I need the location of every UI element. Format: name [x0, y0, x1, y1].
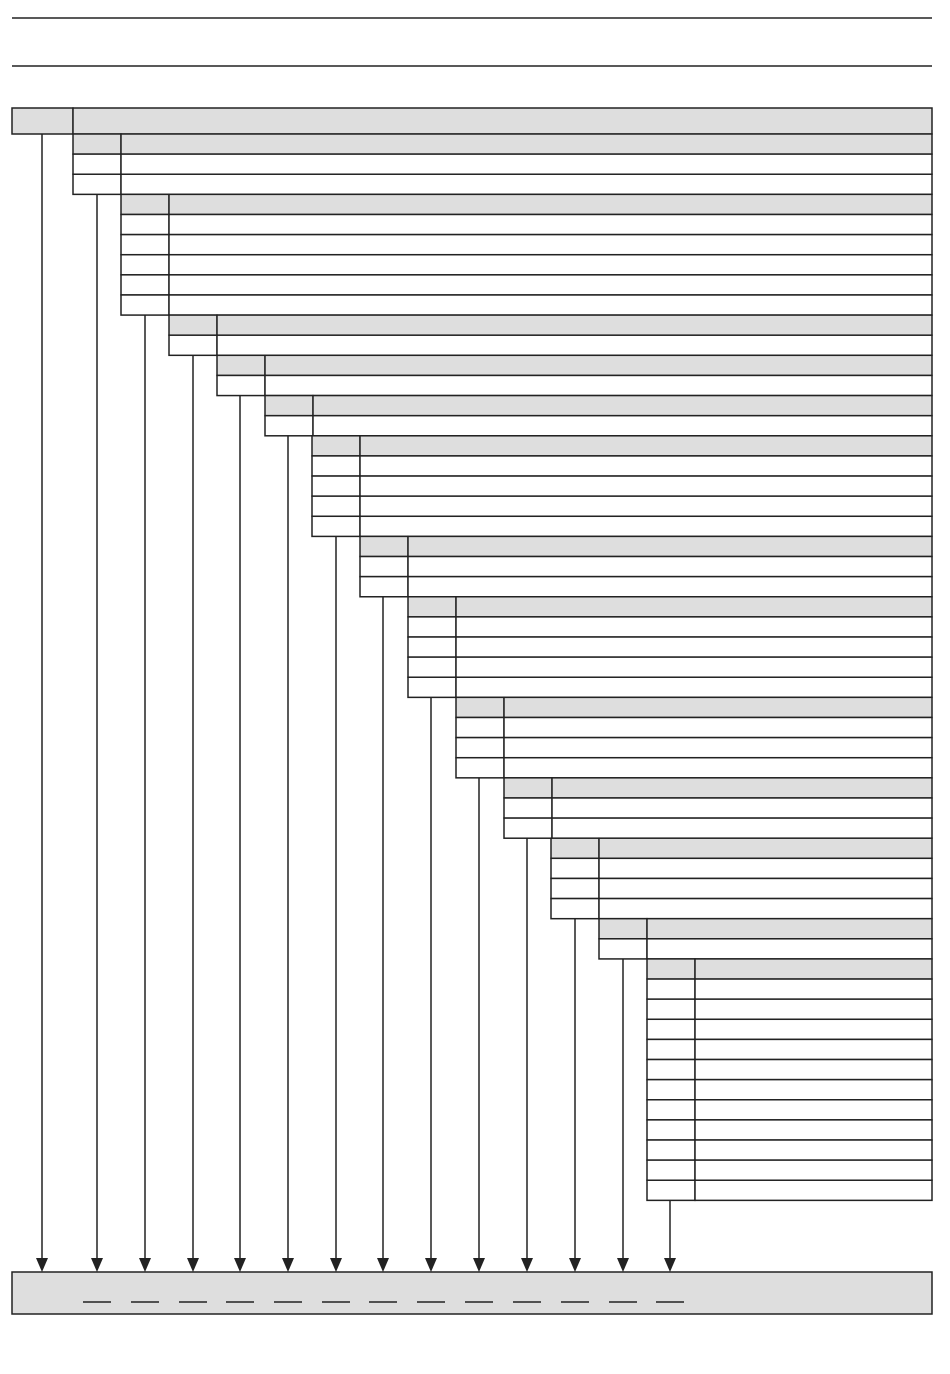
group-11-row-1-code-cell[interactable] [551, 858, 599, 878]
arrowhead-6 [282, 1258, 294, 1272]
group-2-row-5-label-cell[interactable] [169, 295, 932, 315]
group-7-header-cell[interactable] [408, 536, 932, 556]
group-8-header-cell[interactable] [456, 597, 932, 617]
group-3-row-1-label-cell[interactable] [217, 335, 932, 355]
group-2-row-4-label-cell[interactable] [169, 275, 932, 295]
group-10-row-2-code-cell[interactable] [504, 818, 552, 838]
group-3-header-cell[interactable] [217, 315, 932, 335]
group-13-row-4-label-cell[interactable] [695, 1039, 932, 1059]
group-13-row-8-label-cell[interactable] [695, 1120, 932, 1140]
group-1-row-2-code-cell[interactable] [73, 174, 121, 194]
group-12-row-1-code-cell[interactable] [599, 939, 647, 959]
group-13-row-5-code-cell[interactable] [647, 1060, 695, 1080]
arrowhead-5 [234, 1258, 246, 1272]
arrowhead-3 [139, 1258, 151, 1272]
group-9-row-1-code-cell[interactable] [456, 717, 504, 737]
group-1-code-cell[interactable] [73, 134, 121, 154]
group-13-code-cell[interactable] [647, 959, 695, 979]
group-13-row-10-code-cell[interactable] [647, 1160, 695, 1180]
group-6-row-2-label-cell[interactable] [360, 476, 932, 496]
group-7-row-2-code-cell[interactable] [360, 577, 408, 597]
group-13-row-2-code-cell[interactable] [647, 999, 695, 1019]
group-11-row-3-label-cell[interactable] [599, 899, 932, 919]
group-11-row-2-code-cell[interactable] [551, 878, 599, 898]
group-9-row-2-code-cell[interactable] [456, 738, 504, 758]
group-6-row-3-label-cell[interactable] [360, 496, 932, 516]
group-2-row-3-code-cell[interactable] [121, 255, 169, 275]
group-13-row-10-label-cell[interactable] [695, 1160, 932, 1180]
group-13-row-8-code-cell[interactable] [647, 1120, 695, 1140]
group-3-code-cell[interactable] [169, 315, 217, 335]
group-1-row-2-label-cell[interactable] [121, 174, 932, 194]
group-2-row-2-code-cell[interactable] [121, 235, 169, 255]
arrowhead-11 [521, 1258, 533, 1272]
group-9-row-3-code-cell[interactable] [456, 758, 504, 778]
group-13-row-2-label-cell[interactable] [695, 999, 932, 1019]
group-8-row-1-label-cell[interactable] [456, 617, 932, 637]
group-8-row-2-label-cell[interactable] [456, 637, 932, 657]
group-9-row-2-label-cell[interactable] [504, 738, 932, 758]
arrowhead-13 [617, 1258, 629, 1272]
group-13-row-7-label-cell[interactable] [695, 1100, 932, 1120]
group-8-row-3-code-cell[interactable] [408, 657, 456, 677]
arrowhead-14 [664, 1258, 676, 1272]
group-5-code-cell[interactable] [265, 396, 313, 416]
group-8-row-3-label-cell[interactable] [456, 657, 932, 677]
group-10-row-1-code-cell[interactable] [504, 798, 552, 818]
group-12-code-cell[interactable] [599, 919, 647, 939]
group-13-row-5-label-cell[interactable] [695, 1060, 932, 1080]
group-13-row-4-code-cell[interactable] [647, 1039, 695, 1059]
group-13-row-6-label-cell[interactable] [695, 1080, 932, 1100]
group-10-header-cell[interactable] [552, 778, 932, 798]
group-13-row-11-label-cell[interactable] [695, 1180, 932, 1200]
group-8-row-4-code-cell[interactable] [408, 677, 456, 697]
arrowhead-8 [377, 1258, 389, 1272]
group-4-row-1-label-cell[interactable] [265, 375, 932, 395]
group-13-row-3-code-cell[interactable] [647, 1019, 695, 1039]
group-6-row-1-label-cell[interactable] [360, 456, 932, 476]
group-13-row-7-code-cell[interactable] [647, 1100, 695, 1120]
group-8-code-cell[interactable] [408, 597, 456, 617]
group-12-header-cell[interactable] [647, 919, 932, 939]
arrowhead-1 [36, 1258, 48, 1272]
group-6-header-cell[interactable] [360, 436, 932, 456]
group-5-row-1-code-cell[interactable] [265, 416, 313, 436]
group-7-code-cell[interactable] [360, 536, 408, 556]
group-13-row-1-code-cell[interactable] [647, 979, 695, 999]
group-9-header-cell[interactable] [504, 697, 932, 717]
group-6-code-cell[interactable] [312, 436, 360, 456]
group-10-row-1-label-cell[interactable] [552, 798, 932, 818]
group-13-row-9-label-cell[interactable] [695, 1140, 932, 1160]
group-5-header-cell[interactable] [313, 396, 932, 416]
group-6-row-4-code-cell[interactable] [312, 516, 360, 536]
group-9-row-1-label-cell[interactable] [504, 717, 932, 737]
group-6-row-3-code-cell[interactable] [312, 496, 360, 516]
root-label-cell[interactable] [73, 108, 932, 134]
group-9-code-cell[interactable] [456, 697, 504, 717]
group-8-row-4-label-cell[interactable] [456, 677, 932, 697]
group-8-row-2-code-cell[interactable] [408, 637, 456, 657]
group-1-row-1-label-cell[interactable] [121, 154, 932, 174]
group-1-row-1-code-cell[interactable] [73, 154, 121, 174]
group-10-row-2-label-cell[interactable] [552, 818, 932, 838]
group-13-row-11-code-cell[interactable] [647, 1180, 695, 1200]
group-13-row-1-label-cell[interactable] [695, 979, 932, 999]
arrowhead-2 [91, 1258, 103, 1272]
group-13-header-cell[interactable] [695, 959, 932, 979]
group-4-header-cell[interactable] [265, 355, 932, 375]
group-2-row-2-label-cell[interactable] [169, 235, 932, 255]
group-6-row-1-code-cell[interactable] [312, 456, 360, 476]
arrowhead-4 [187, 1258, 199, 1272]
group-10-code-cell[interactable] [504, 778, 552, 798]
group-12-row-1-label-cell[interactable] [647, 939, 932, 959]
group-11-row-2-label-cell[interactable] [599, 878, 932, 898]
group-4-code-cell[interactable] [217, 355, 265, 375]
group-8-row-1-code-cell[interactable] [408, 617, 456, 637]
arrowhead-12 [569, 1258, 581, 1272]
group-3-row-1-code-cell[interactable] [169, 335, 217, 355]
group-5-row-1-label-cell[interactable] [313, 416, 932, 436]
group-11-code-cell[interactable] [551, 838, 599, 858]
group-11-row-3-code-cell[interactable] [551, 899, 599, 919]
group-7-row-1-label-cell[interactable] [408, 557, 932, 577]
group-7-row-2-label-cell[interactable] [408, 577, 932, 597]
group-7-row-1-code-cell[interactable] [360, 557, 408, 577]
group-11-row-1-label-cell[interactable] [599, 858, 932, 878]
group-6-row-2-code-cell[interactable] [312, 476, 360, 496]
group-13-row-9-code-cell[interactable] [647, 1140, 695, 1160]
group-2-row-1-code-cell[interactable] [121, 214, 169, 234]
group-13-row-3-label-cell[interactable] [695, 1019, 932, 1039]
group-2-row-5-code-cell[interactable] [121, 295, 169, 315]
group-2-row-1-label-cell[interactable] [169, 214, 932, 234]
group-11-header-cell[interactable] [599, 838, 932, 858]
group-4-row-1-code-cell[interactable] [217, 375, 265, 395]
arrowhead-10 [473, 1258, 485, 1272]
group-9-row-3-label-cell[interactable] [504, 758, 932, 778]
group-6-row-4-label-cell[interactable] [360, 516, 932, 536]
code-entry-box[interactable] [12, 1272, 932, 1314]
arrowhead-7 [330, 1258, 342, 1272]
group-13-row-6-code-cell[interactable] [647, 1080, 695, 1100]
group-2-row-4-code-cell[interactable] [121, 275, 169, 295]
group-2-row-3-label-cell[interactable] [169, 255, 932, 275]
root-code-cell[interactable] [12, 108, 73, 134]
group-2-code-cell[interactable] [121, 194, 169, 214]
group-2-header-cell[interactable] [169, 194, 932, 214]
arrowhead-9 [425, 1258, 437, 1272]
group-1-header-cell[interactable] [121, 134, 932, 154]
